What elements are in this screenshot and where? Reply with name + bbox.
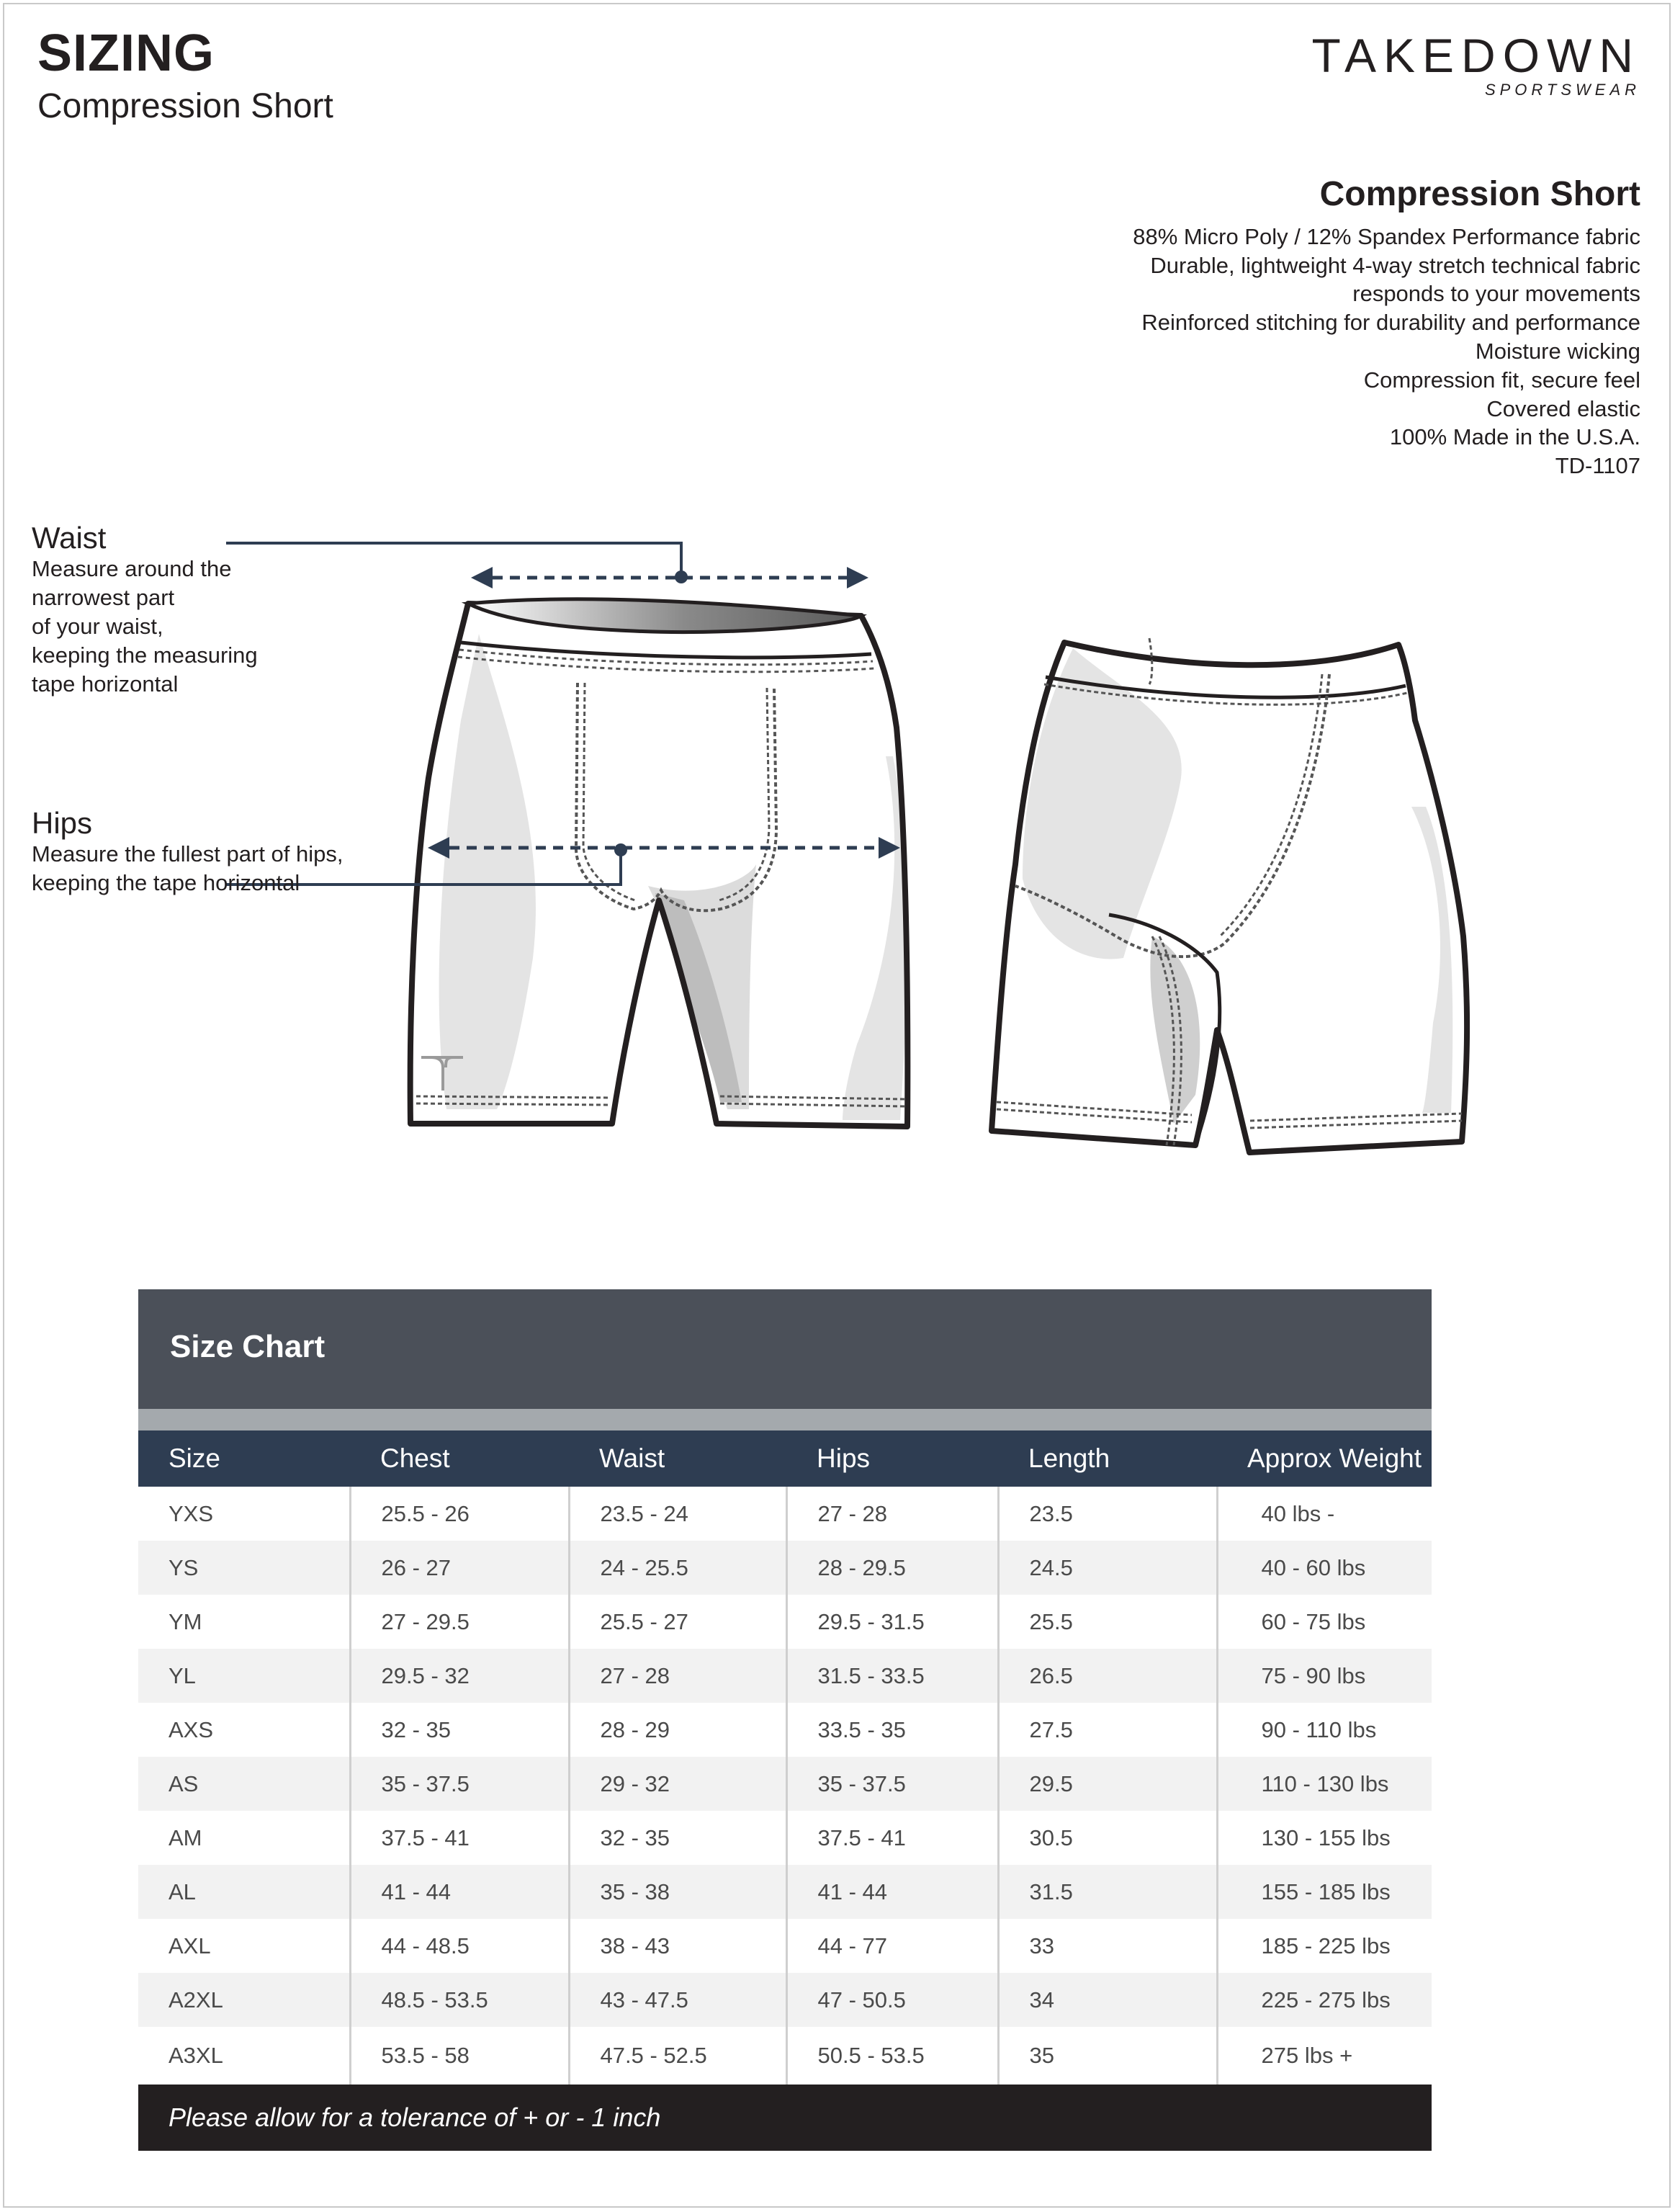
weight-cell: 130 - 155 lbs xyxy=(1217,1811,1432,1865)
waist-cell: 35 - 38 xyxy=(569,1865,786,1919)
weight-cell: 155 - 185 lbs xyxy=(1217,1865,1432,1919)
waist-cell: 43 - 47.5 xyxy=(569,1973,786,2027)
waist-cell: 29 - 32 xyxy=(569,1757,786,1811)
hips-cell: 41 - 44 xyxy=(786,1865,998,1919)
size-cell: YM xyxy=(169,1608,202,1634)
length-cell: 27.5 xyxy=(998,1703,1217,1757)
feature-line: Reinforced stitching for durability and performance xyxy=(1141,310,1640,336)
brand-name: TAKEDOWN xyxy=(1311,29,1640,82)
table-row xyxy=(138,1703,1432,1757)
size-cell: AXL xyxy=(169,1933,211,1958)
chest-cell: 25.5 - 26 xyxy=(350,1487,569,1541)
length-cell: 26.5 xyxy=(998,1649,1217,1703)
table-row xyxy=(138,1757,1432,1811)
hips-cell: 27 - 28 xyxy=(786,1487,998,1541)
chest-cell: 48.5 - 53.5 xyxy=(350,1973,569,2027)
weight-cell: 40 - 60 lbs xyxy=(1217,1541,1432,1595)
feature-line: Moisture wicking xyxy=(1475,338,1640,364)
hips-callout xyxy=(32,807,435,897)
product-title: Compression Short xyxy=(1319,175,1640,213)
hips-cell: 29.5 - 31.5 xyxy=(786,1595,998,1649)
feature-line: 88% Micro Poly / 12% Spandex Performance fabric xyxy=(1133,223,1640,249)
table-row xyxy=(138,1487,1432,1541)
waist-cell: 24 - 25.5 xyxy=(569,1541,786,1595)
weight-cell: 90 - 110 lbs xyxy=(1217,1703,1432,1757)
size-cell: A3XL xyxy=(169,2043,223,2068)
chest-cell: 32 - 35 xyxy=(350,1703,569,1757)
size-cell: AL xyxy=(138,1865,350,1919)
weight-cell: 110 - 130 lbs xyxy=(1217,1757,1432,1811)
length-cell: 33 xyxy=(998,1919,1217,1973)
hips-cell: 37.5 - 41 xyxy=(786,1811,998,1865)
back-view-shorts xyxy=(992,638,1467,1152)
table-row xyxy=(138,1973,1432,2027)
size-cell: YL xyxy=(138,1649,350,1703)
table-row xyxy=(138,1649,1432,1703)
chest-cell: 29.5 - 32 xyxy=(350,1649,569,1703)
waist-cell: 47.5 - 52.5 xyxy=(569,2027,786,2085)
size-chart-header xyxy=(138,1289,1432,1409)
table-row xyxy=(138,1919,1432,1973)
size-table xyxy=(138,1430,1432,2085)
size-chart-footer xyxy=(138,2085,1432,2151)
size-cell: A2XL xyxy=(138,1973,350,2027)
waist-callout xyxy=(32,521,349,699)
divider xyxy=(138,1409,1432,1430)
weight-cell: 225 - 275 lbs xyxy=(1217,1973,1432,2027)
length-cell: 30.5 xyxy=(998,1811,1217,1865)
weight-cell: 185 - 225 lbs xyxy=(1217,1919,1432,1973)
weight-cell: 75 - 90 lbs xyxy=(1217,1649,1432,1703)
table-row xyxy=(138,1541,1432,1595)
weight-cell: 40 lbs - xyxy=(1217,1487,1432,1541)
feature-line: 100% Made in the U.S.A. xyxy=(1389,424,1640,450)
length-cell: 31.5 xyxy=(998,1865,1217,1919)
hips-instructions: Measure the fullest part of hips, keeping the tape horizontal xyxy=(32,841,343,896)
column-header: Length xyxy=(998,1430,1217,1487)
feature-line: responds to your movements xyxy=(1352,281,1640,307)
chest-cell: 27 - 29.5 xyxy=(350,1595,569,1649)
page-title: SIZING xyxy=(37,24,215,82)
chest-cell: 53.5 - 58 xyxy=(350,2027,569,2085)
length-cell: 35 xyxy=(998,2027,1217,2085)
hips-cell: 28 - 29.5 xyxy=(786,1541,998,1595)
size-cell: AM xyxy=(169,1824,202,1850)
page-subtitle: Compression Short xyxy=(37,87,333,125)
weight-cell: 60 - 75 lbs xyxy=(1217,1595,1432,1649)
table-row xyxy=(138,2027,1432,2085)
size-cell: YXS xyxy=(169,1500,214,1526)
length-cell: 34 xyxy=(998,1973,1217,2027)
hips-cell: 33.5 - 35 xyxy=(786,1703,998,1757)
waist-cell: 38 - 43 xyxy=(569,1919,786,1973)
table-row xyxy=(138,1865,1432,1919)
table-row xyxy=(138,1595,1432,1649)
table-row xyxy=(138,1811,1432,1865)
size-cell: AXS xyxy=(169,1716,214,1742)
hips-cell: 35 - 37.5 xyxy=(786,1757,998,1811)
column-header: Waist xyxy=(569,1430,786,1487)
chest-cell: 35 - 37.5 xyxy=(350,1757,569,1811)
hips-cell: 44 - 77 xyxy=(786,1919,998,1973)
waist-label: Waist xyxy=(32,521,107,555)
feature-line: Compression fit, secure feel xyxy=(1363,367,1640,393)
size-chart-title: Size Chart xyxy=(170,1329,325,1364)
waist-cell: 23.5 - 24 xyxy=(569,1487,786,1541)
waist-cell: 25.5 - 27 xyxy=(569,1595,786,1649)
column-header: Hips xyxy=(786,1430,998,1487)
hips-cell: 31.5 - 33.5 xyxy=(786,1649,998,1703)
hips-cell: 47 - 50.5 xyxy=(786,1973,998,2027)
size-cell: AS xyxy=(138,1757,350,1811)
size-cell: YS xyxy=(138,1541,350,1595)
table-header-row xyxy=(138,1430,1432,1487)
chest-cell: 26 - 27 xyxy=(350,1541,569,1595)
weight-cell: 275 lbs + xyxy=(1217,2027,1432,2085)
product-code: TD-1107 xyxy=(1555,453,1640,479)
column-header: Chest xyxy=(350,1430,569,1487)
chest-cell: 44 - 48.5 xyxy=(350,1919,569,1973)
length-cell: 23.5 xyxy=(998,1487,1217,1541)
chest-cell: 37.5 - 41 xyxy=(350,1811,569,1865)
length-cell: 25.5 xyxy=(998,1595,1217,1649)
waist-cell: 28 - 29 xyxy=(569,1703,786,1757)
length-cell: 24.5 xyxy=(998,1541,1217,1595)
waist-cell: 27 - 28 xyxy=(569,1649,786,1703)
hips-cell: 50.5 - 53.5 xyxy=(786,2027,998,2085)
tolerance-note: Please allow for a tolerance of + or - 1 inch xyxy=(169,2103,661,2132)
waist-instructions: Measure around the narrowest part of your waist, keeping the measuring tape horizontal xyxy=(32,556,258,697)
feature-line: Durable, lightweight 4-way stretch technical fabric xyxy=(1150,252,1640,278)
hips-label: Hips xyxy=(32,806,93,840)
brand-tagline: SPORTSWEAR xyxy=(1484,81,1640,99)
front-view-shorts xyxy=(410,599,908,1127)
column-header: Size xyxy=(138,1430,350,1487)
waist-cell: 32 - 35 xyxy=(569,1811,786,1865)
chest-cell: 41 - 44 xyxy=(350,1865,569,1919)
column-header: Approx Weight xyxy=(1217,1430,1432,1487)
length-cell: 29.5 xyxy=(998,1757,1217,1811)
feature-line: Covered elastic xyxy=(1486,395,1640,421)
size-chart xyxy=(138,1289,1432,2151)
